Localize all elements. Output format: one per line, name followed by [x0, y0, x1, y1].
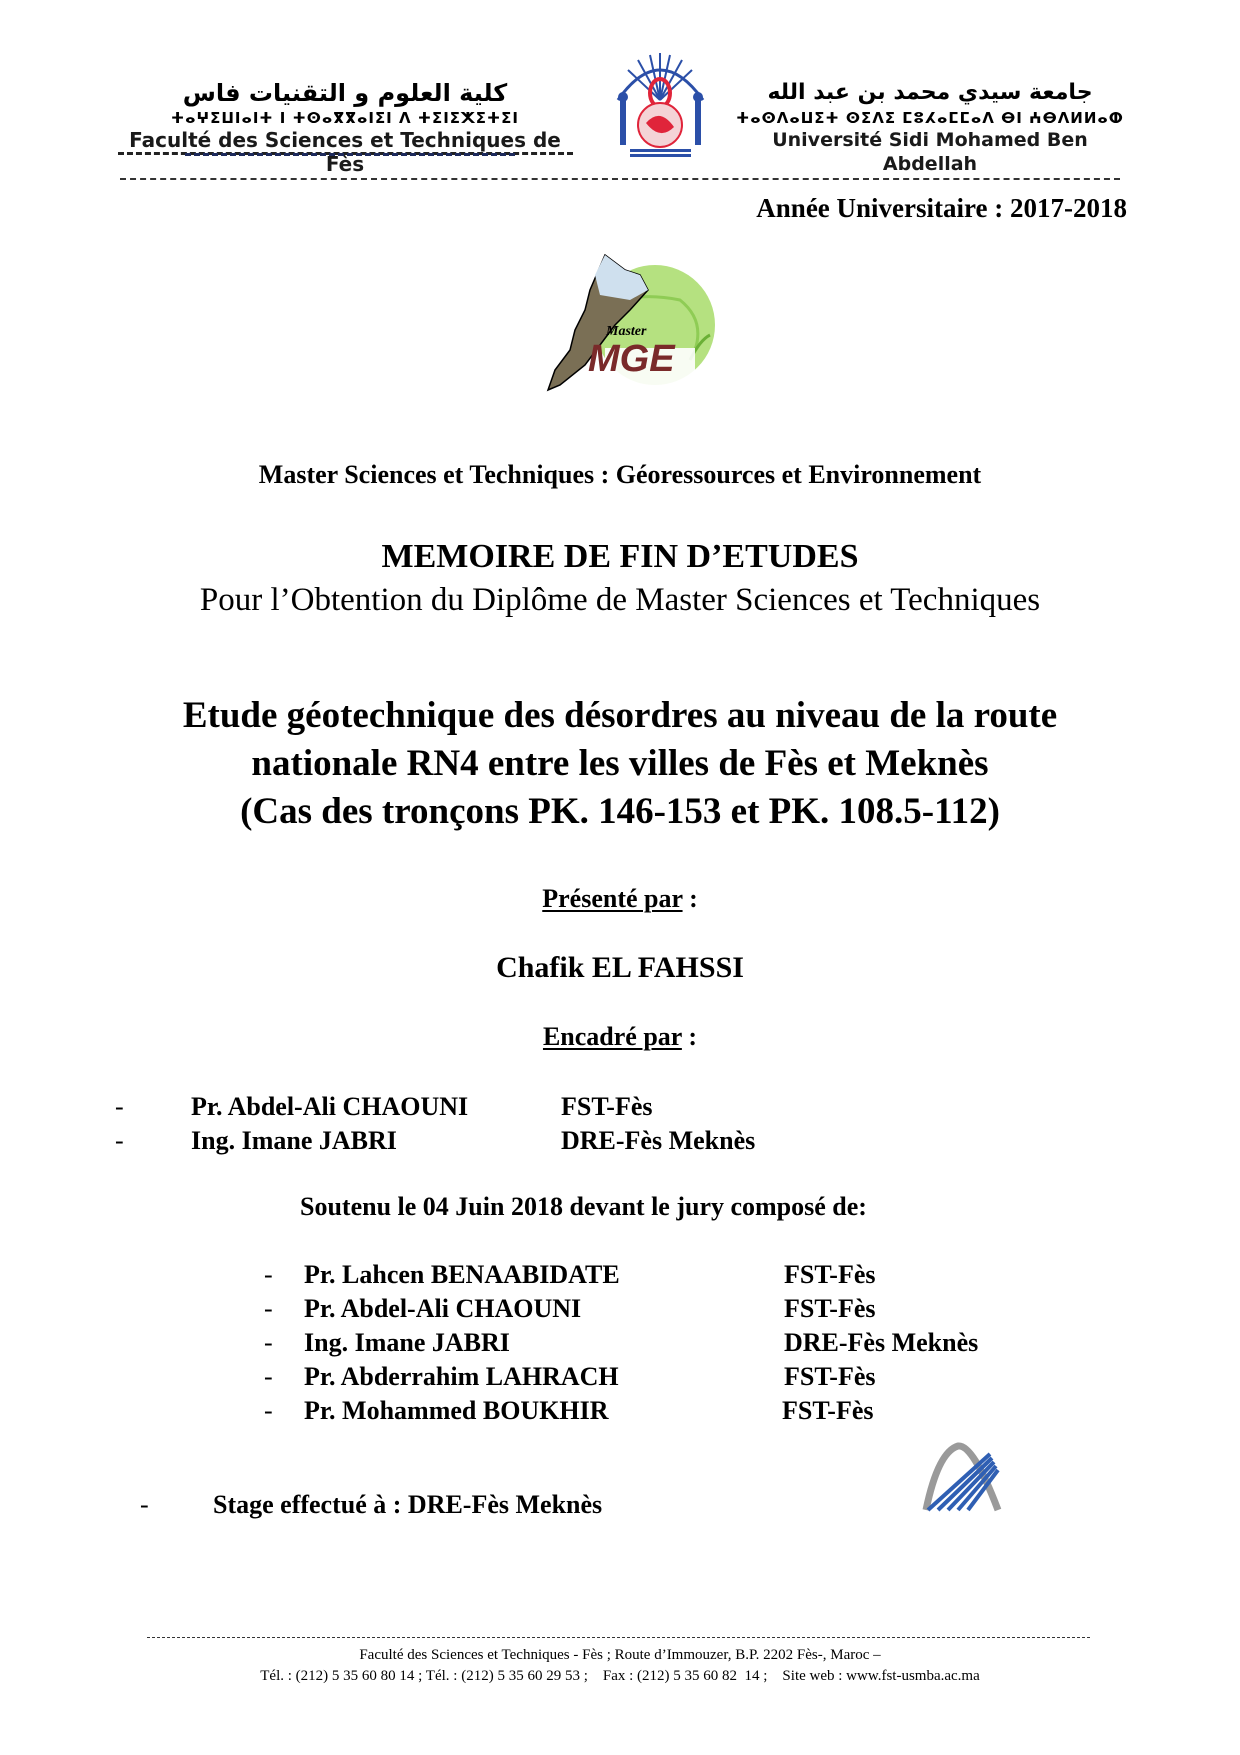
supervised-by-colon: :: [681, 1022, 698, 1051]
academic-year: Année Universitaire : 2017-2018: [756, 193, 1127, 223]
jury-member-affiliation: FST-Fès: [784, 1294, 876, 1323]
supervisor-row: [115, 1092, 653, 1122]
thesis-title-line-2: nationale RN4 entre les villes de Fès et Meknès: [251, 743, 989, 784]
faculty-underline-accent: [185, 153, 515, 156]
jury-member-name: Ing. Imane JABRI: [304, 1328, 510, 1357]
dre-bridge-logo-icon: [918, 1442, 1008, 1517]
presented-by-label: Présenté par: [542, 884, 683, 913]
jury-member-name: Pr. Lahcen BENAABIDATE: [304, 1260, 620, 1289]
supervisor-row: [115, 1126, 755, 1156]
supervisor-affiliation: DRE-Fès Meknès: [561, 1126, 756, 1155]
faculty-french-name: Faculté des Sciences et Techniques de Fès: [129, 128, 561, 176]
master-label: Master: [606, 324, 647, 339]
memoire-title: MEMOIRE DE FIN D’ETUDES: [381, 538, 859, 575]
footer-address: Faculté des Sciences et Techniques - Fès ; Route d’Immouzer, B.P. 2202 Fès-, Maroc –: [359, 1647, 881, 1663]
program-name: Master Sciences et Techniques : Géoressources et Environnement: [258, 460, 982, 489]
jury-member-affiliation: DRE-Fès Meknès: [784, 1328, 979, 1357]
jury-row: [264, 1260, 876, 1290]
faculty-header: [110, 78, 580, 176]
thesis-title-line-1: Etude géotechnique des désordres au niveau de la route: [182, 695, 1058, 736]
university-french-name: Université Sidi Mohamed Ben Abdellah: [772, 129, 1088, 175]
defense-statement: Soutenu le 04 Juin 2018 devant le jury composé de:: [300, 1192, 867, 1221]
supervisor-affiliation: FST-Fès: [561, 1092, 653, 1121]
jury-row: [264, 1396, 874, 1426]
list-dash: -: [264, 1260, 273, 1289]
jury-member-name: Pr. Mohammed BOUKHIR: [304, 1396, 609, 1425]
list-dash: -: [115, 1092, 124, 1121]
university-crest: [608, 45, 713, 165]
list-dash: -: [264, 1328, 273, 1357]
footer-separator: [147, 1637, 1090, 1638]
university-crest-icon: [608, 45, 713, 165]
jury-row: [264, 1328, 978, 1358]
presented-by-colon: :: [682, 884, 698, 913]
memoire-subtitle: Pour l’Obtention du Diplôme de Master Sciences et Techniques: [199, 582, 1041, 618]
jury-row: [264, 1294, 876, 1324]
university-header: [730, 78, 1130, 176]
jury-member-affiliation: FST-Fès: [784, 1362, 876, 1391]
list-dash: -: [115, 1126, 124, 1155]
list-dash: -: [264, 1362, 273, 1391]
author-name: Chafik EL FAHSSI: [496, 951, 744, 984]
supervisor-name: Pr. Abdel-Ali CHAOUNI: [191, 1092, 469, 1121]
supervised-by-heading: [0, 1022, 1240, 1052]
list-dash: -: [140, 1490, 149, 1519]
thesis-title-line-3: (Cas des tronçons PK. 146-153 et PK. 108.5-112): [240, 791, 1000, 832]
jury-row: [264, 1362, 876, 1392]
faculty-arabic-name: كلية العلوم و التقنيات فاس: [182, 79, 508, 107]
jury-member-name: Pr. Abdel-Ali CHAOUNI: [304, 1294, 582, 1323]
presented-by-heading: [0, 884, 1240, 914]
header-separator: [120, 178, 1120, 180]
internship-text: Stage effectué à : DRE-Fès Meknès: [213, 1490, 603, 1519]
university-arabic-name: جامعة سيدي محمد بن عبد الله: [767, 80, 1093, 105]
thesis-title: [0, 692, 1240, 836]
university-tifinagh-name: ⵜⴰⵙⴷⴰⵡⵉⵜ ⵙⵉⴷⵉ ⵎⵓⵃⴰⵎⵎⴰⴷ ⴱⵏ ⵄⴱⴷⵍⵍⴰⵀ: [736, 109, 1124, 127]
internship-row: [140, 1490, 602, 1520]
jury-member-affiliation: FST-Fès: [784, 1260, 876, 1289]
jury-member-affiliation: FST-Fès: [782, 1396, 874, 1425]
footer-contact: Tél. : (212) 5 35 60 80 14 ; Tél. : (212) 5 35 60 29 53 ; Fax : (212) 5 35 60 82 14 ; Site web : www.fst-usmba.ac.ma: [260, 1668, 980, 1684]
list-dash: -: [264, 1294, 273, 1323]
mge-acronym: MGE: [588, 338, 675, 380]
supervised-by-label: Encadré par: [542, 1022, 682, 1051]
faculty-tifinagh-name: ⵜⴰⵖⵉⵡⵏⴰⵏⵜ ⵏ ⵜⵙⴰⴳⴳⴰⵏⵉⵏ ⴷ ⵜⵉⵏⵉⵅⵉⵜⵉⵏ: [171, 109, 519, 127]
master-mge-logo: [530, 250, 730, 395]
dre-logo: [918, 1442, 1008, 1517]
supervisor-name: Ing. Imane JABRI: [191, 1126, 397, 1155]
list-dash: -: [264, 1396, 273, 1425]
jury-member-name: Pr. Abderrahim LAHRACH: [304, 1362, 619, 1391]
